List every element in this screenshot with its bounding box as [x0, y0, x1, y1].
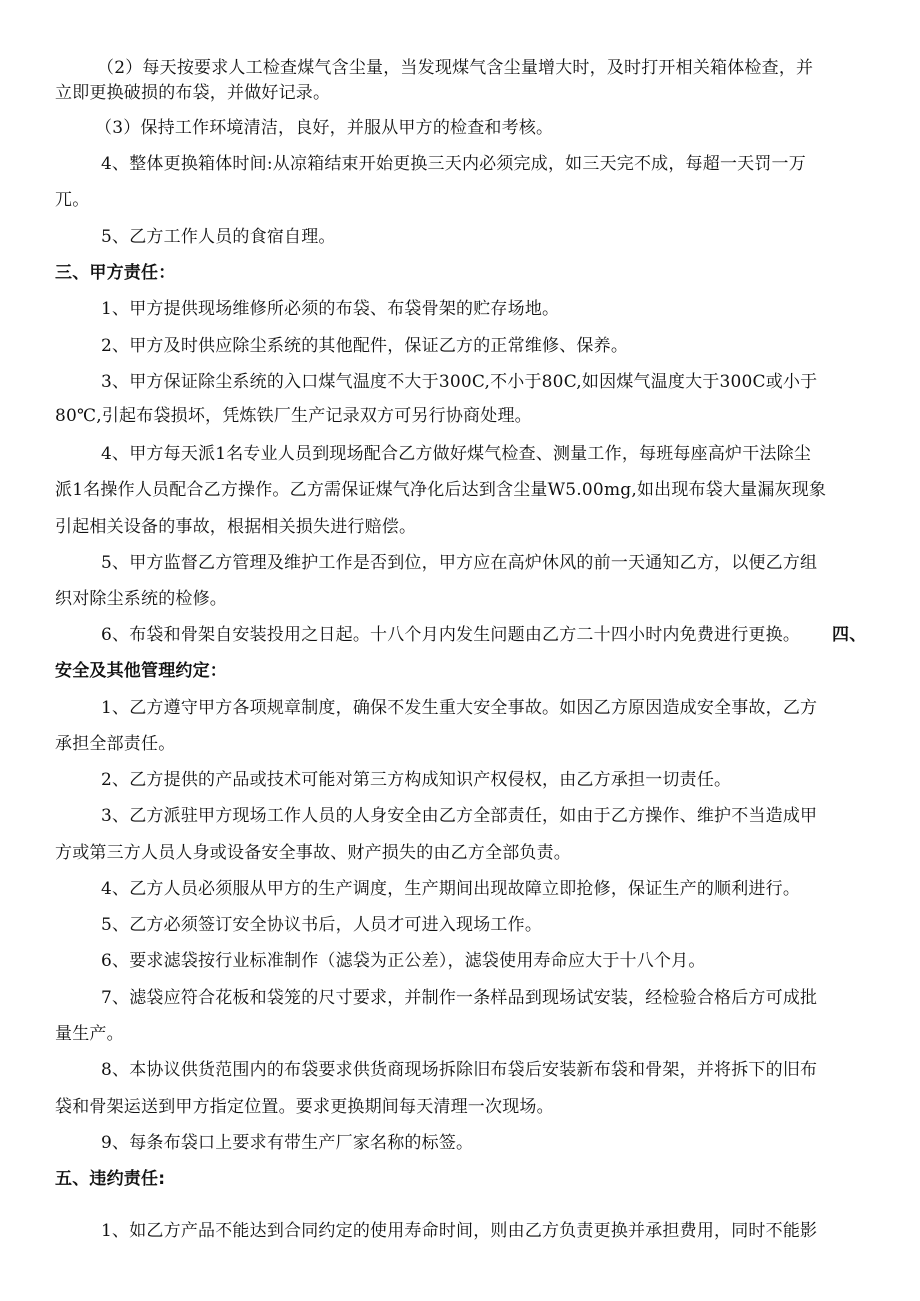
text-line: 派1名操作人员配合乙方操作。乙方需保证煤气净化后达到含尘量W5.00mg,如出现布袋大量漏灰现象 — [55, 480, 827, 500]
section-heading-3: 三、甲方责任： — [55, 263, 176, 283]
text-line: 2、甲方及时供应除尘系统的其他配件，保证乙方的正常维修、保养。 — [101, 336, 629, 356]
text-line: 5、乙方必须签订安全协议书后，人员才可进入现场工作。 — [101, 915, 543, 935]
text-line: 3、甲方保证除尘系统的入口煤气温度不大于300C,不小于80C,如因煤气温度大于300C或小于 — [101, 372, 818, 392]
text-line: 8、本协议供货范围内的布袋要求供货商现场拆除旧布袋后安装新布袋和骨架，并将拆下的旧布 — [101, 1060, 818, 1080]
text-line: 袋和骨架运送到甲方指定位置。要求更换期间每天清理一次现场。 — [55, 1097, 554, 1117]
text-line: 立即更换破损的布袋，并做好记录。 — [55, 83, 331, 103]
text-line: 4、乙方人员必须服从甲方的生产调度，生产期间出现故障立即抢修，保证生产的顺利进行。 — [101, 879, 801, 899]
text-line: （3）保持工作环境清洁，良好，并服从甲方的检查和考核。 — [95, 118, 554, 138]
text-line: 9、每条布袋口上要求有带生产厂家名称的标签。 — [101, 1133, 474, 1153]
text-line: （2）每天按要求人工检查煤气含尘量，当发现煤气含尘量增大时，及时打开相关箱体检查，并 — [97, 58, 814, 78]
text-line: 3、乙方派驻甲方现场工作人员的人身安全由乙方全部责任，如由于乙方操作、维护不当造成甲 — [101, 806, 818, 826]
text-line: 7、滤袋应符合花板和袋笼的尺寸要求，并制作一条样品到现场试安装，经检验合格后方可成批 — [101, 988, 818, 1008]
text-line: 1、乙方遵守甲方各项规章制度，确保不发生重大安全事故。如因乙方原因造成安全事故，乙方 — [101, 698, 818, 718]
text-line: 1、甲方提供现场维修所必须的布袋、布袋骨架的贮存场地。 — [101, 299, 560, 319]
text-line: 量生产。 — [55, 1024, 124, 1044]
text-line: 6、要求滤袋按行业标准制作（滤袋为正公差），滤袋使用寿命应大于十八个月。 — [101, 951, 706, 971]
text-line: 6、布袋和骨架自安装投用之日起。十八个月内发生问题由乙方二十四小时内免费进行更换。 — [101, 625, 801, 645]
text-line: 织对除尘系统的检修。 — [55, 589, 227, 609]
text-line: 80℃,引起布袋损坏，凭炼铁厂生产记录双方可另行协商处理。 — [55, 406, 532, 426]
text-line: 方或第三方人员人身或设备安全事故、财产损失的由乙方全部负责。 — [55, 843, 571, 863]
text-line: 4、整体更换箱体时间:从凉箱结束开始更换三天内必须完成，如三天完不成，每超一天罚一万 — [101, 154, 806, 174]
section-heading-4-number: 四、 — [832, 625, 867, 645]
text-line: 5、乙方工作人员的食宿自理。 — [101, 227, 336, 247]
text-line: 2、乙方提供的产品或技术可能对第三方构成知识产权侵权，由乙方承担一切责任。 — [101, 770, 732, 790]
text-line: 4、甲方每天派1名专业人员到现场配合乙方做好煤气检查、测量工作，每班每座高炉干法除尘 — [101, 444, 812, 464]
text-line: 引起相关设备的事故，根据相关损失进行赔偿。 — [55, 517, 417, 537]
text-line: 兀。 — [55, 190, 90, 210]
text-line: 承担全部责任。 — [55, 734, 176, 754]
section-heading-4: 安全及其他管理约定： — [55, 661, 227, 681]
section-heading-5: 五、违约责任: — [55, 1169, 166, 1189]
text-line: 5、甲方监督乙方管理及维护工作是否到位，甲方应在高炉休风的前一天通知乙方，以便乙方组 — [101, 553, 818, 573]
text-line: 1、如乙方产品不能达到合同约定的使用寿命时间，则由乙方负责更换并承担费用，同时不能影 — [101, 1221, 818, 1241]
